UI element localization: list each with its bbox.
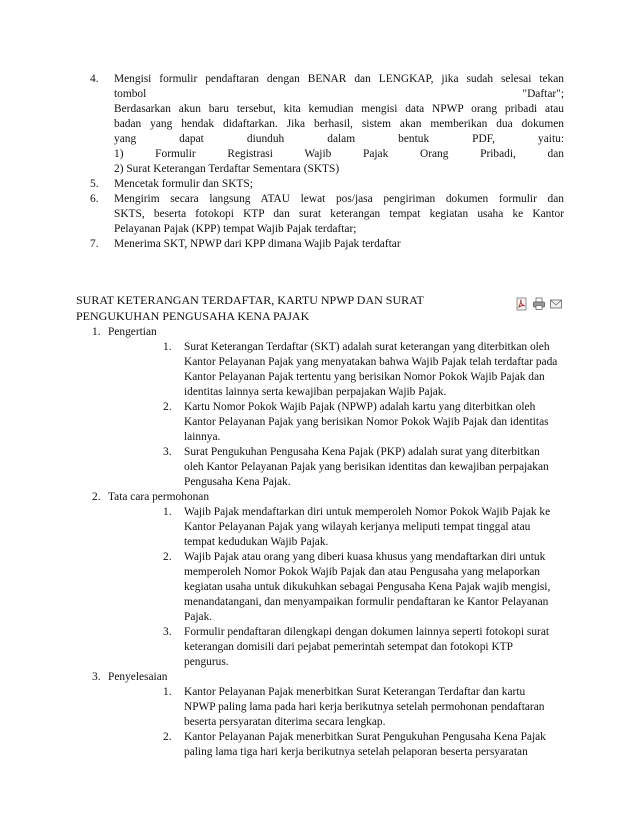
list-item-number: 7. — [90, 238, 99, 250]
sub-item-text-line: memperoleh Nomor Pokok Wajib Pajak dan atau Pengusaha yang melaporkan — [184, 566, 541, 578]
sub-list — [108, 505, 576, 670]
sub-item-text-line: Pengusaha Kena Pajak. — [184, 476, 291, 488]
sub-item-text-line: Wajib Pajak atau orang yang diberi kuasa khusus yang mendaftarkan diri untuk — [184, 551, 546, 563]
registration-steps-list — [76, 72, 564, 252]
sub-list-item — [108, 445, 599, 490]
outline-section — [76, 670, 576, 760]
sub-item-number: 2. — [163, 551, 172, 563]
print-icon[interactable] — [532, 297, 546, 311]
sub-item-text-line: Kantor Pelayanan Pajak tertentu yang berisikan Nomor Pokok Wajib Pajak dan — [184, 371, 545, 383]
section-action-icons — [515, 297, 563, 311]
sub-item-text-line: beserta persyaratan diterima secara lengkap. — [184, 716, 386, 728]
section-title-line: PENGUKUHAN PENGUSAHA KENA PAJAK — [76, 309, 310, 323]
sub-item-number: 1. — [163, 506, 172, 518]
sub-item-text-line: Wajib Pajak mendaftarkan diri untuk memperoleh Nomor Pokok Wajib Pajak ke — [184, 506, 551, 518]
section-number: 3. — [92, 671, 101, 683]
sub-item-number: 3. — [163, 626, 172, 638]
sub-item-text-line: Kantor Pelayanan Pajak yang berisikan Nomor Pokok Wajib Pajak dan identitas — [184, 416, 549, 428]
sub-item-text-line: Surat Keterangan Terdaftar (SKT) adalah surat keterangan yang diterbitkan oleh — [184, 341, 550, 353]
sub-list — [108, 340, 576, 490]
list-item-text-line: Pelayanan Pajak (KPP) tempat Wajib Pajak terdaftar; — [114, 223, 357, 235]
sub-item-text-line: pengurus. — [184, 656, 229, 668]
sub-item-text-line: Kartu Nomor Pokok Wajib Pajak (NPWP) adalah kartu yang diterbitkan oleh — [184, 401, 536, 413]
list-item-text-line: Mencetak formulir dan SKTS; — [114, 178, 253, 190]
sub-list-item — [108, 685, 599, 730]
list-item — [76, 237, 564, 252]
outline-section — [76, 490, 576, 670]
sub-item-number: 1. — [163, 341, 172, 353]
sub-list — [108, 685, 576, 760]
pdf-icon[interactable] — [515, 297, 529, 311]
list-item-text-line: yang dapat diunduh dalam bentuk PDF, yaitu: — [114, 133, 564, 145]
list-item-text-line: Mengirim secara langsung ATAU lewat pos/jasa pengiriman dokumen formulir dan — [114, 193, 564, 205]
sub-item-text-line: Kantor Pelayanan Pajak menerbitkan Surat Keterangan Terdaftar dan kartu — [184, 686, 526, 698]
list-item — [76, 177, 564, 192]
sub-item-text-line: lainnya. — [184, 431, 221, 443]
section-title — [76, 292, 476, 324]
sub-item-text-line: kegiatan usaha untuk dikukuhkan sebagai Pengusaha Kena Pajak wajib mengisi, — [184, 581, 551, 593]
list-item-number: 6. — [90, 193, 99, 205]
sub-list-item — [108, 625, 599, 670]
list-item-text-line: 1) Formulir Registrasi Wajib Pajak Orang Pribadi, dan — [114, 148, 564, 160]
sub-item-text-line: oleh Kantor Pelayanan Pajak yang berisikan identitas dan kewajiban perpajakan — [184, 461, 549, 473]
email-icon[interactable] — [549, 297, 563, 311]
sub-item-text-line: Kantor Pelayanan Pajak yang menyatakan bahwa Wajib Pajak telah terdaftar pada — [184, 356, 558, 368]
section-heading: Penyelesaian — [108, 671, 168, 683]
list-item-text-line: 2) Surat Keterangan Terdaftar Sementara (SKTS) — [114, 163, 340, 175]
sub-item-number: 2. — [163, 401, 172, 413]
outline-section — [76, 325, 576, 490]
list-item-number: 4. — [90, 73, 99, 85]
list-item-number: 5. — [90, 178, 99, 190]
sub-list-item — [108, 505, 599, 550]
skt-npwp-outline — [76, 325, 576, 760]
sub-item-text-line: Kantor Pelayanan Pajak menerbitkan Surat Pengukuhan Pengusaha Kena Pajak — [184, 731, 546, 743]
section-number: 2. — [92, 491, 101, 503]
section-heading: Tata cara permohonan — [108, 491, 210, 503]
section-title-line: SURAT KETERANGAN TERDAFTAR, KARTU NPWP DAN SURAT — [76, 293, 424, 307]
sub-item-text-line: Formulir pendaftaran dilengkapi dengan dokumen lainnya seperti fotokopi surat — [184, 626, 550, 638]
list-item-text-line: SKTS, beserta fotokopi KTP dan surat keterangan tempat kegiatan usaha ke Kantor — [114, 208, 564, 220]
sub-item-text-line: Surat Pengukuhan Pengusaha Kena Pajak (PKP) adalah surat yang diterbitkan — [184, 446, 540, 458]
list-item-text-line: tombol "Daftar"; — [114, 88, 564, 100]
sub-list-item — [108, 550, 599, 625]
section-number: 1. — [92, 326, 101, 338]
list-item-text-line: Berdasarkan akun baru tersebut, kita kemudian mengisi data NPWP orang pribadi atau — [114, 103, 564, 115]
list-item — [76, 192, 564, 237]
sub-item-text-line: Pajak. — [184, 611, 213, 623]
sub-item-text-line: keterangan domisili dari pejabat pemerintah setempat dan fotokopi KTP — [184, 641, 513, 653]
sub-item-text-line: identitas lainnya serta kewajiban perpajakan Wajib Pajak. — [184, 386, 447, 398]
sub-list-item — [108, 730, 599, 760]
sub-list-item — [108, 340, 599, 400]
list-item-text-line: Menerima SKT, NPWP dari KPP dimana Wajib Pajak terdaftar — [114, 238, 401, 250]
sub-list-item — [108, 400, 599, 445]
list-item-text-line: badan yang hendak didaftarkan. Jika berhasil, sistem akan memberikan dua dokumen — [114, 118, 564, 130]
sub-item-number: 3. — [163, 446, 172, 458]
sub-item-number: 1. — [163, 686, 172, 698]
sub-item-number: 2. — [163, 731, 172, 743]
sub-item-text-line: paling lama tiga hari kerja berikutnya setelah pelaporan beserta persyaratan — [184, 746, 528, 758]
sub-item-text-line: menandatangani, dan menyampaikan formulir pendaftaran ke Kantor Pelayanan — [184, 596, 549, 608]
list-item — [76, 72, 564, 177]
sub-item-text-line: tempat kedudukan Wajib Pajak. — [184, 536, 329, 548]
sub-item-text-line: NPWP paling lama pada hari kerja berikutnya setelah permohonan pendaftaran — [184, 701, 545, 713]
section-heading: Pengertian — [108, 326, 157, 338]
sub-item-text-line: Kantor Pelayanan Pajak yang wilayah kerjanya meliputi tempat tinggal atau — [184, 521, 531, 533]
list-item-text-line: Mengisi formulir pendaftaran dengan BENAR dan LENGKAP, jika sudah selesai tekan — [114, 73, 564, 85]
